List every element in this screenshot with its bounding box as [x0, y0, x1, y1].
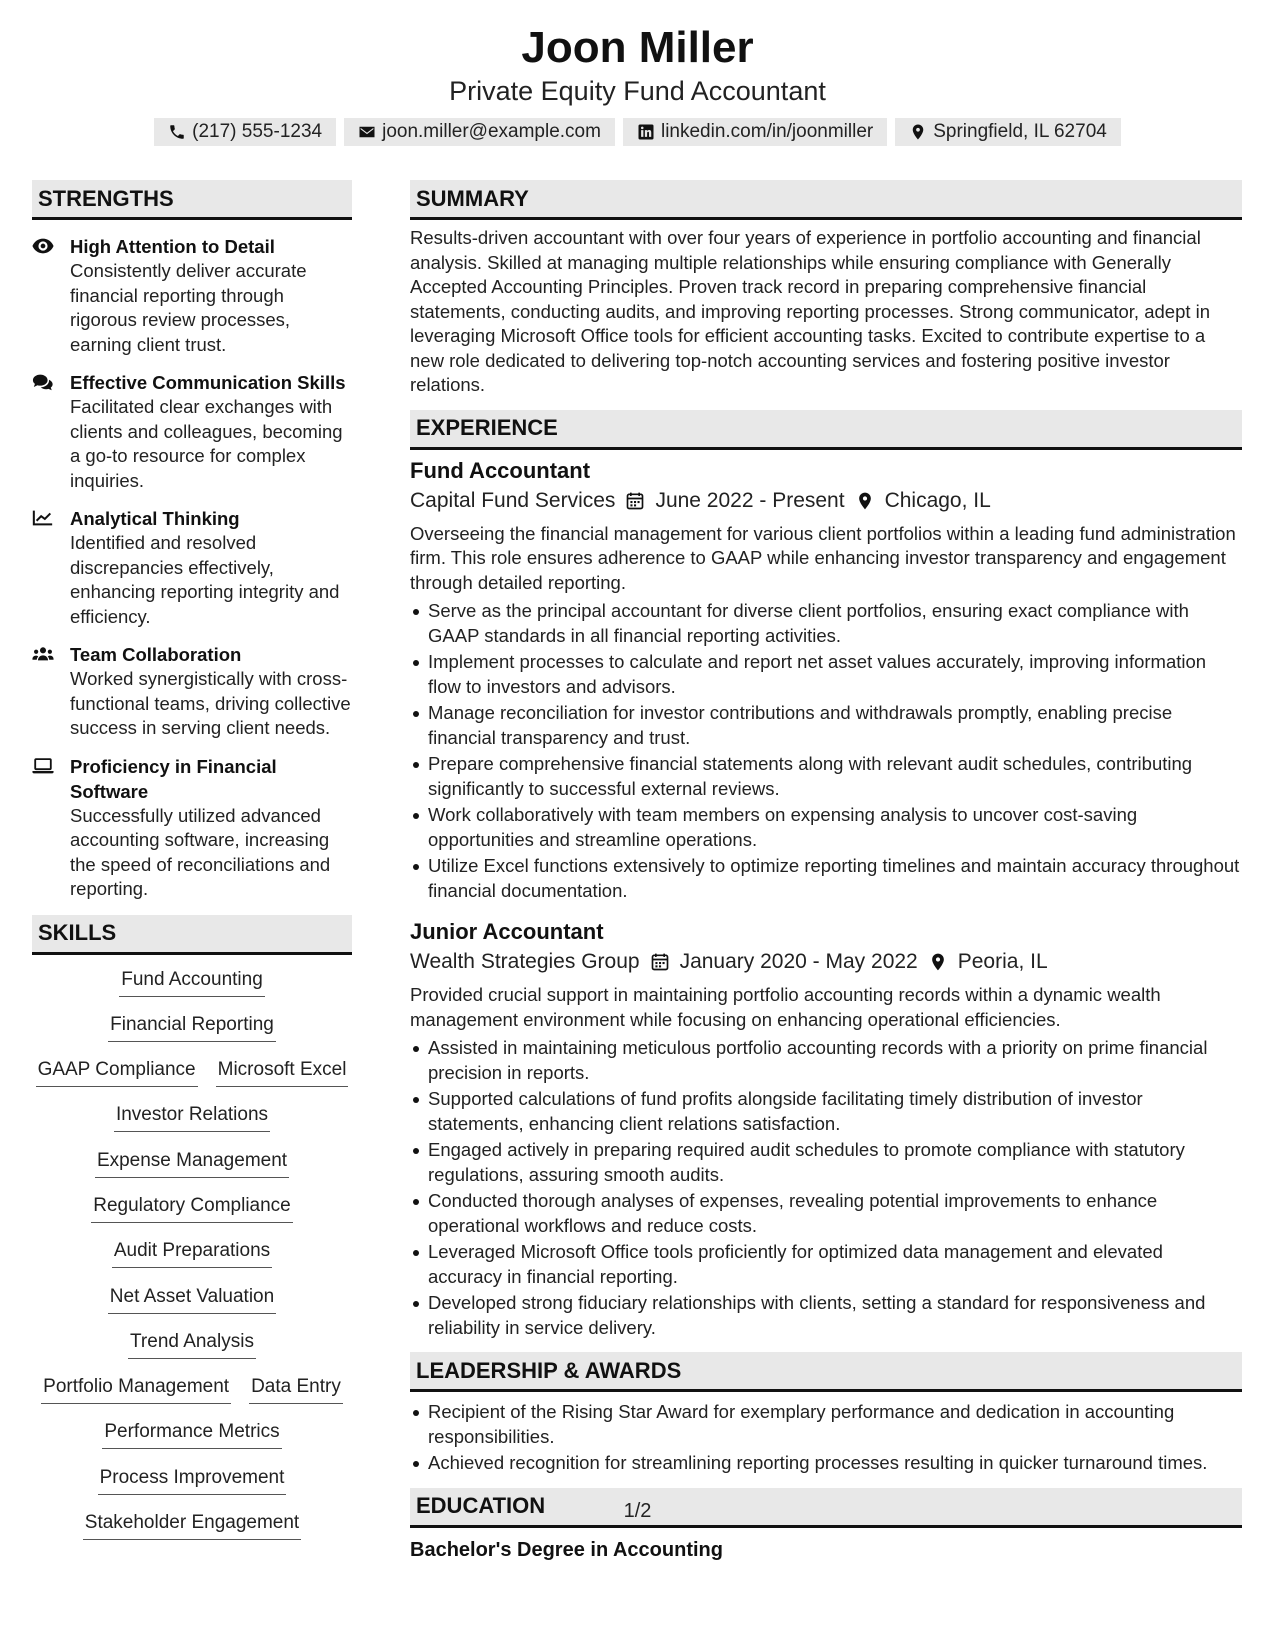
calendar-icon: [625, 491, 645, 511]
chat-icon: [32, 370, 70, 493]
job-bullet: Assisted in maintaining meticulous portfolio accounting records with a priority on prime financial precision in reports.: [410, 1036, 1242, 1085]
skill-tag: Data Entry: [249, 1374, 343, 1404]
laptop-icon: [32, 754, 70, 902]
skill-tag: Investor Relations: [114, 1102, 270, 1132]
contact-linkedin[interactable]: [623, 118, 887, 146]
skill-row: [108, 1284, 276, 1329]
job-location: Chicago, IL: [884, 488, 991, 512]
strength-item: [32, 370, 352, 493]
leadership-heading: LEADERSHIP & AWARDS: [410, 1352, 1242, 1392]
skill-tag: Portfolio Management: [41, 1374, 231, 1404]
skill-row: [112, 1238, 272, 1283]
job-bullet: Engaged actively in preparing required audit schedules to promote compliance with statutory regulations, assuring smooth audits.: [410, 1138, 1242, 1187]
skill-tag: Stakeholder Engagement: [83, 1510, 301, 1540]
job-bullet: Utilize Excel functions extensively to optimize reporting timelines and maintain accuracy throughout financial documentation.: [410, 854, 1242, 903]
contact-linkedin-text[interactable]: linkedin.com/in/joonmiller: [660, 121, 874, 142]
skill-tag: Microsoft Excel: [216, 1057, 349, 1087]
job-bullets: [410, 599, 1242, 903]
line-chart-icon: [32, 506, 70, 629]
skill-tag: Regulatory Compliance: [91, 1193, 293, 1223]
strength-item: [32, 754, 352, 902]
job-bullet: Manage reconciliation for investor contributions and withdrawals promptly, enabling precise financial transparency and trust.: [410, 701, 1242, 750]
skills-list: [32, 967, 352, 1556]
job-entry: [410, 917, 1242, 1340]
skill-tag: Audit Preparations: [112, 1238, 272, 1268]
award-bullet: Recipient of the Rising Star Award for exemplary performance and dedication in accounting responsibilities.: [410, 1400, 1242, 1449]
phone-icon: [168, 123, 186, 141]
job-entry: [410, 456, 1242, 904]
right-column: [410, 180, 1242, 1564]
skill-tag: Expense Management: [95, 1148, 289, 1178]
resume-header: [0, 22, 1275, 146]
strength-item: [32, 234, 352, 357]
contact-email[interactable]: [344, 118, 615, 146]
users-icon: [32, 642, 70, 741]
job-bullet: Conducted thorough analyses of expenses, revealing potential improvements to enhance operational workflows and reduce costs.: [410, 1189, 1242, 1238]
job-dates: January 2020 - May 2022: [679, 950, 918, 973]
skill-row: [119, 967, 265, 1012]
education-degree: Bachelor's Degree in Accounting: [410, 1538, 723, 1561]
job-dates: June 2022 - Present: [655, 488, 845, 512]
job-meta: [410, 947, 1242, 977]
skill-tag: Financial Reporting: [108, 1012, 276, 1042]
job-bullet: Prepare comprehensive financial statements along with relevant audit schedules, contributing significantly to successful external reviews.: [410, 752, 1242, 801]
skill-tag: Process Improvement: [98, 1465, 287, 1495]
job-company: Wealth Strategies Group: [410, 950, 640, 973]
job-bullet: Supported calculations of fund profits alongside facilitating timely distribution of investor statements, enhancing client relations satisfaction.: [410, 1087, 1242, 1136]
strength-title: Proficiency in Financial Software: [70, 755, 277, 802]
strengths-list: [32, 234, 352, 902]
job-bullet: Developed strong fiduciary relationships with clients, setting a standard for responsiveness and reliability in service delivery.: [410, 1291, 1242, 1340]
award-bullet: Achieved recognition for streamlining reporting processes resulting in quicker turnaround times.: [410, 1451, 1242, 1476]
contact-location-text: Springfield, IL 62704: [933, 121, 1107, 142]
contact-email-text[interactable]: joon.miller@example.com: [382, 121, 601, 142]
leadership-bullets: [410, 1400, 1242, 1476]
job-title: Junior Accountant: [410, 919, 604, 944]
skill-tag: GAAP Compliance: [36, 1057, 198, 1087]
strength-desc: Consistently deliver accurate financial reporting through rigorous review processes, earning client trust.: [70, 260, 307, 355]
strength-title: Analytical Thinking: [70, 508, 240, 529]
education-heading: EDUCATION: [410, 1488, 1242, 1528]
strength-desc: Successfully utilized advanced accounting software, increasing the speed of reconciliations and reporting.: [70, 804, 331, 899]
experience-heading: EXPERIENCE: [410, 410, 1242, 450]
envelope-icon: [358, 123, 376, 141]
location-pin-icon: [855, 491, 875, 511]
skill-row: [108, 1012, 276, 1057]
strength-item: [32, 506, 352, 629]
linkedin-icon: [637, 123, 655, 141]
job-bullets: [410, 1036, 1242, 1340]
skill-row: [128, 1329, 256, 1374]
page-number: 1/2: [623, 1500, 652, 1522]
skill-tag: Performance Metrics: [102, 1419, 281, 1449]
calendar-icon: [650, 952, 670, 972]
skills-heading: SKILLS: [32, 915, 352, 955]
skill-row: [95, 1148, 289, 1193]
strength-title: Team Collaboration: [70, 644, 242, 665]
job-bullet: Leveraged Microsoft Office tools proficiently for optimized data management and elevated accuracy in financial reporting.: [410, 1240, 1242, 1289]
summary-text: Results-driven accountant with over four years of experience in portfolio accounting and financial analysis. Skilled at managing multiple relationships while ensuring compliance with Generally Accepted Accounting Principles. Proven track record in preparing comprehensive financial statements, conducting audits, and improving reporting processes. Strong communicator, adept in leveraging Microsoft Office tools for efficient accounting tasks. Excited to contribute expertise to a new role dedicated to delivering top-notch accounting services and fostering positive investor relations.: [410, 227, 1211, 395]
eye-icon: [32, 234, 70, 357]
candidate-name: Joon Miller: [521, 23, 754, 72]
skill-tag: Net Asset Valuation: [108, 1284, 276, 1314]
contact-bar: [0, 118, 1275, 146]
strength-item: [32, 642, 352, 741]
strength-title: High Attention to Detail: [70, 236, 275, 257]
job-bullet: Implement processes to calculate and report net asset values accurately, improving information flow to investors and advisors.: [410, 650, 1242, 699]
skill-row: [102, 1419, 281, 1464]
skill-tag: Trend Analysis: [128, 1329, 256, 1359]
strength-title: Effective Communication Skills: [70, 372, 346, 393]
skill-row: [114, 1102, 270, 1147]
summary-heading: SUMMARY: [410, 180, 1242, 220]
job-meta: [410, 486, 1242, 516]
job-description: Provided crucial support in maintaining portfolio accounting records within a dynamic wealth management environment while focusing on enhancing operational efficiencies.: [410, 984, 1161, 1030]
skill-row: [36, 1057, 349, 1102]
contact-phone: [154, 118, 336, 146]
job-title: Fund Accountant: [410, 457, 591, 483]
contact-phone-text: (217) 555-1234: [192, 121, 323, 142]
location-pin-icon: [928, 952, 948, 972]
strength-desc: Facilitated clear exchanges with clients and colleagues, becoming a go-to resource for complex inquiries.: [70, 396, 343, 491]
strengths-heading: STRENGTHS: [32, 180, 352, 220]
job-company: Capital Fund Services: [410, 488, 616, 512]
location-pin-icon: [909, 123, 927, 141]
skill-row: [41, 1374, 343, 1419]
job-bullet: Work collaboratively with team members on expensing analysis to uncover cost-saving opportunities and streamline operations.: [410, 803, 1242, 852]
strength-desc: Worked synergistically with cross-functional teams, driving collective success in serving client needs.: [70, 668, 351, 738]
job-bullet: Serve as the principal accountant for diverse client portfolios, ensuring exact compliance with GAAP standards in all financial reporting activities.: [410, 599, 1242, 648]
skill-tag: Fund Accounting: [119, 967, 265, 997]
job-location: Peoria, IL: [957, 950, 1048, 973]
left-column: [32, 180, 352, 1555]
contact-location: [895, 118, 1121, 146]
candidate-title: Private Equity Fund Accountant: [449, 76, 826, 106]
job-description: Overseeing the financial management for various client portfolios within a leading fund administration firm. This role ensures adherence to GAAP while enhancing investor transparency and engagement through detailed reporting.: [410, 522, 1236, 593]
skill-row: [91, 1193, 293, 1238]
strength-desc: Identified and resolved discrepancies effectively, enhancing reporting integrity and efficiency.: [70, 532, 340, 627]
